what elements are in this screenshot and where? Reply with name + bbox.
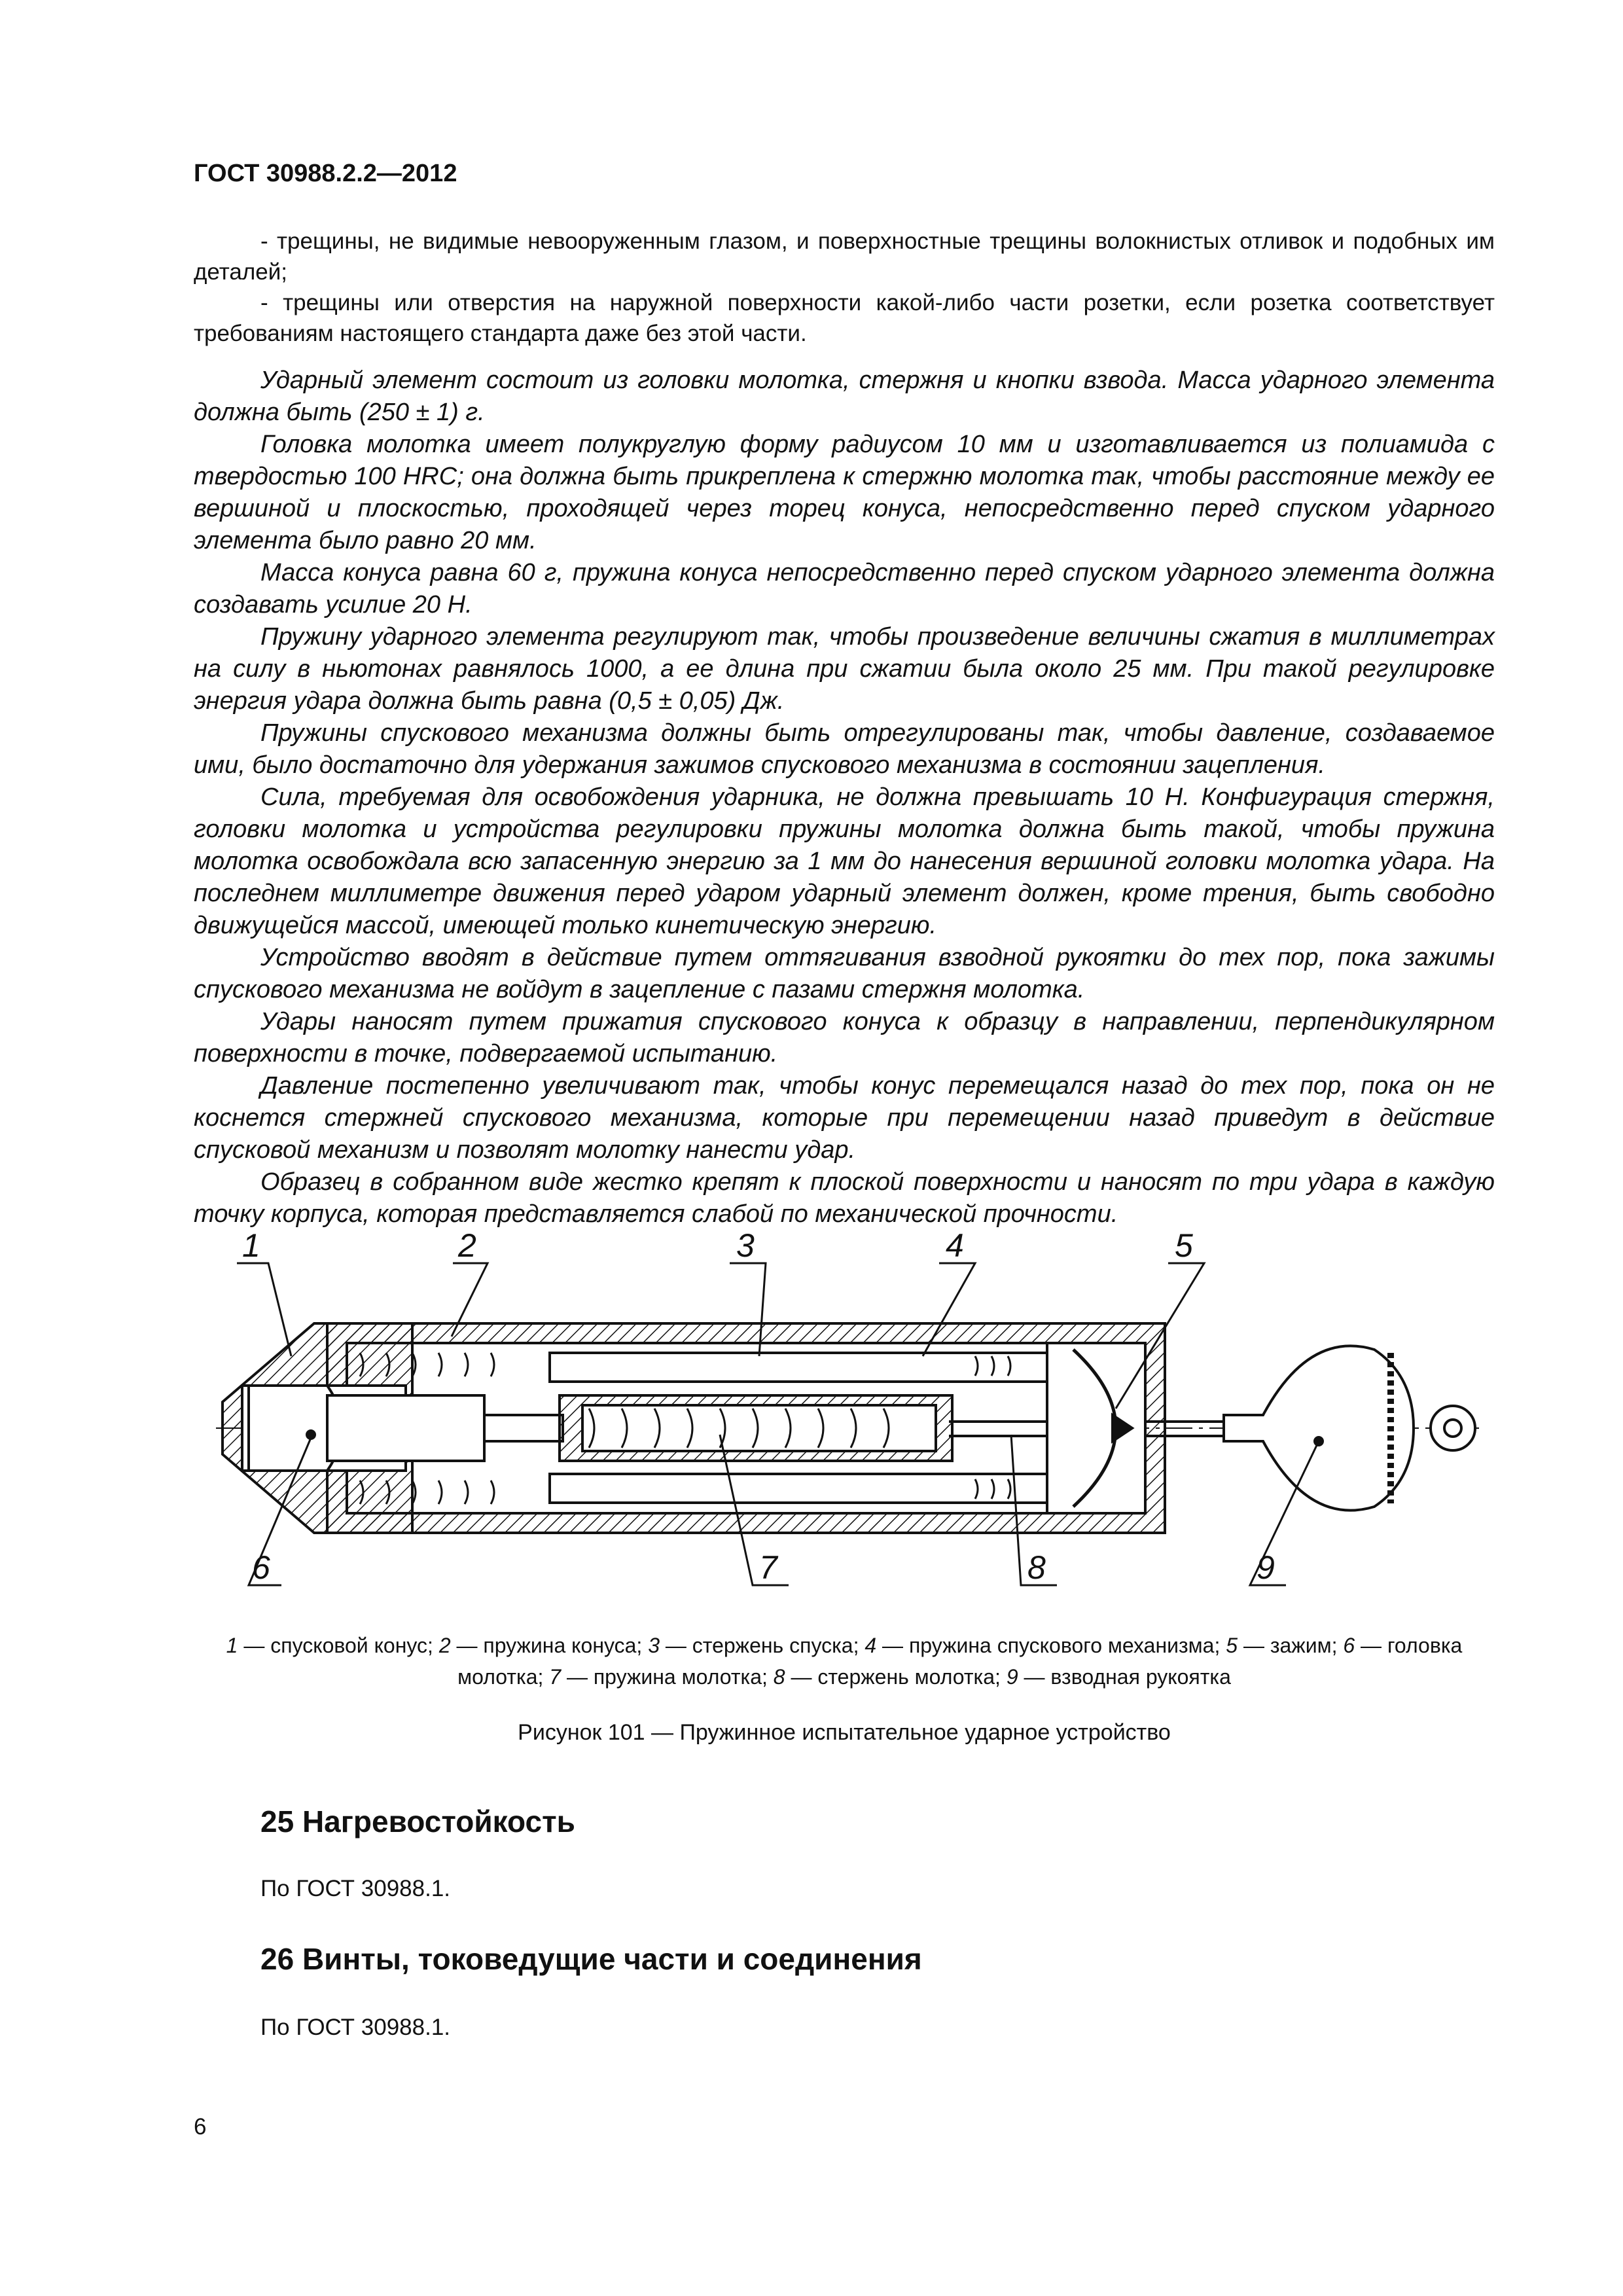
- paragraph: Образец в собранном виде жестко крепят к плоской поверхности и наносят по три удара в каждую точку корпуса, которая представляется слабой по механической прочности.: [194, 1168, 1495, 1228]
- paragraph: Давление постепенно увеличивают так, чтобы конус перемещался назад до тех пор, пока он не коснется стержней спускового механизма, которые при перемещении назад приведут в действие спусковой механизм и позволят молотку нанести удар.: [194, 1072, 1495, 1164]
- callout-9: 9: [1257, 1549, 1275, 1586]
- impact-device-drawing: [196, 1219, 1492, 1611]
- legend-num: 6: [1343, 1634, 1355, 1657]
- callout-7: 7: [759, 1549, 777, 1586]
- callout-1: 1: [242, 1227, 260, 1264]
- release-rod: [550, 1474, 1060, 1503]
- legend-num: 7: [549, 1665, 562, 1689]
- callout-5: 5: [1175, 1227, 1193, 1264]
- legend-num: 3: [648, 1634, 660, 1657]
- legend-text: — стержень спуска;: [665, 1634, 865, 1657]
- section-text: По ГОСТ 30988.1.: [260, 2015, 451, 2040]
- legend-text: — пружина молотка;: [566, 1665, 774, 1689]
- list-item: - трещины, не видимые невооруженным глазом, и поверхностные трещины волокнистых отливок и подобных им деталей;: [194, 228, 1495, 285]
- page-number: 6: [194, 2114, 207, 2140]
- callout-6: 6: [252, 1549, 270, 1586]
- paragraph: Пружину ударного элемента регулируют так, чтобы произведение величины сжатия в миллиметрах на силу в ньютонах равнялось 1000, а ее длина при сжатии была около 25 мм. При такой регулировке энергия удара должна быть равна (0,5 ± 0,05) Дж.: [194, 623, 1495, 715]
- cocking-handle: [1224, 1346, 1414, 1510]
- legend-text: — зажим;: [1243, 1634, 1344, 1657]
- figure-title: Рисунок 101 — Пружинное испытательное ударное устройство: [518, 1720, 1171, 1745]
- legend-text: — пружина конуса;: [456, 1634, 649, 1657]
- paragraph: Ударный элемент состоит из головки молотка, стержня и кнопки взвода. Масса ударного элемента должна быть (250 ± 1) г.: [194, 367, 1495, 426]
- legend-num: 5: [1226, 1634, 1238, 1657]
- legend-num: 9: [1006, 1665, 1018, 1689]
- legend-text: — взводная рукоятка: [1024, 1665, 1231, 1689]
- callout-8: 8: [1027, 1549, 1046, 1586]
- document-header: ГОСТ 30988.2.2—2012: [194, 160, 457, 187]
- paragraph: Масса конуса равна 60 г, пружина конуса непосредственно перед спуском ударного элемента должна создавать усилие 20 Н.: [194, 559, 1495, 619]
- section-heading: 25 Нагревостойкость: [260, 1804, 575, 1839]
- legend-text: — спусковой конус;: [243, 1634, 439, 1657]
- legend-num: 1: [226, 1634, 238, 1657]
- paragraph: Пружины спускового механизма должны быть отрегулированы так, чтобы давление, создаваемое ими, было достаточно для удержания зажимов спускового механизма в состоянии зацепления.: [194, 719, 1495, 779]
- section-heading: 26 Винты, токоведущие части и соединения: [260, 1942, 922, 1976]
- paragraph: Удары наносят путем прижатия спускового конуса к образцу в направлении, перпендикулярном поверхности в точке, подвергаемой испытанию.: [194, 1008, 1495, 1067]
- paragraph: Сила, требуемая для освобождения ударника, не должна превышать 10 Н. Конфигурация стержня, головки молотка и устройства регулировки пружины молотка должна быть такой, чтобы пружина молотка освобождала всю запасенную энергию за 1 мм до нанесения вершиной головки молотка удара. На последнем миллиметре движения перед ударом ударный элемент должен, кроме трения, быть свободно движущейся массой, имеющей только кинетическую энергию.: [194, 783, 1495, 939]
- figure-legend: [194, 1630, 1495, 1693]
- callout-4: 4: [946, 1227, 964, 1264]
- legend-num: 8: [773, 1665, 785, 1689]
- paragraph: Устройство вводят в действие путем оттягивания взводной рукоятки до тех пор, пока зажимы спускового механизма не войдут в зацепление с пазами стержня молотка.: [194, 944, 1495, 1003]
- paragraph: Головка молотка имеет полукруглую форму радиусом 10 мм и изготавливается из полиамида с твердостью 100 HRC; она должна быть прикреплена к стержню молотка так, чтобы расстояние между ее вершиной и плоскостью, проходящей через торец конуса, непосредственно перед спуском ударного элемента было равно 20 мм.: [194, 431, 1495, 554]
- list-item: - трещины или отверстия на наружной поверхности какой-либо части розетки, если розетка соответствует требованиям настоящего стандарта даже без этой части.: [194, 290, 1495, 346]
- legend-text: — стержень молотка;: [791, 1665, 1007, 1689]
- release-rod: [550, 1353, 1060, 1382]
- legend-num: 4: [865, 1634, 877, 1657]
- legend-text: — пружина спускового механизма;: [882, 1634, 1226, 1657]
- bullet-list: [194, 226, 1495, 349]
- callout-3: 3: [736, 1227, 755, 1264]
- document-body: [194, 226, 1495, 1230]
- callout-2: 2: [458, 1227, 476, 1264]
- legend-num: 2: [438, 1634, 451, 1657]
- legend-text: — головка молотка;: [457, 1634, 1463, 1689]
- section-text: По ГОСТ 30988.1.: [260, 1876, 451, 1901]
